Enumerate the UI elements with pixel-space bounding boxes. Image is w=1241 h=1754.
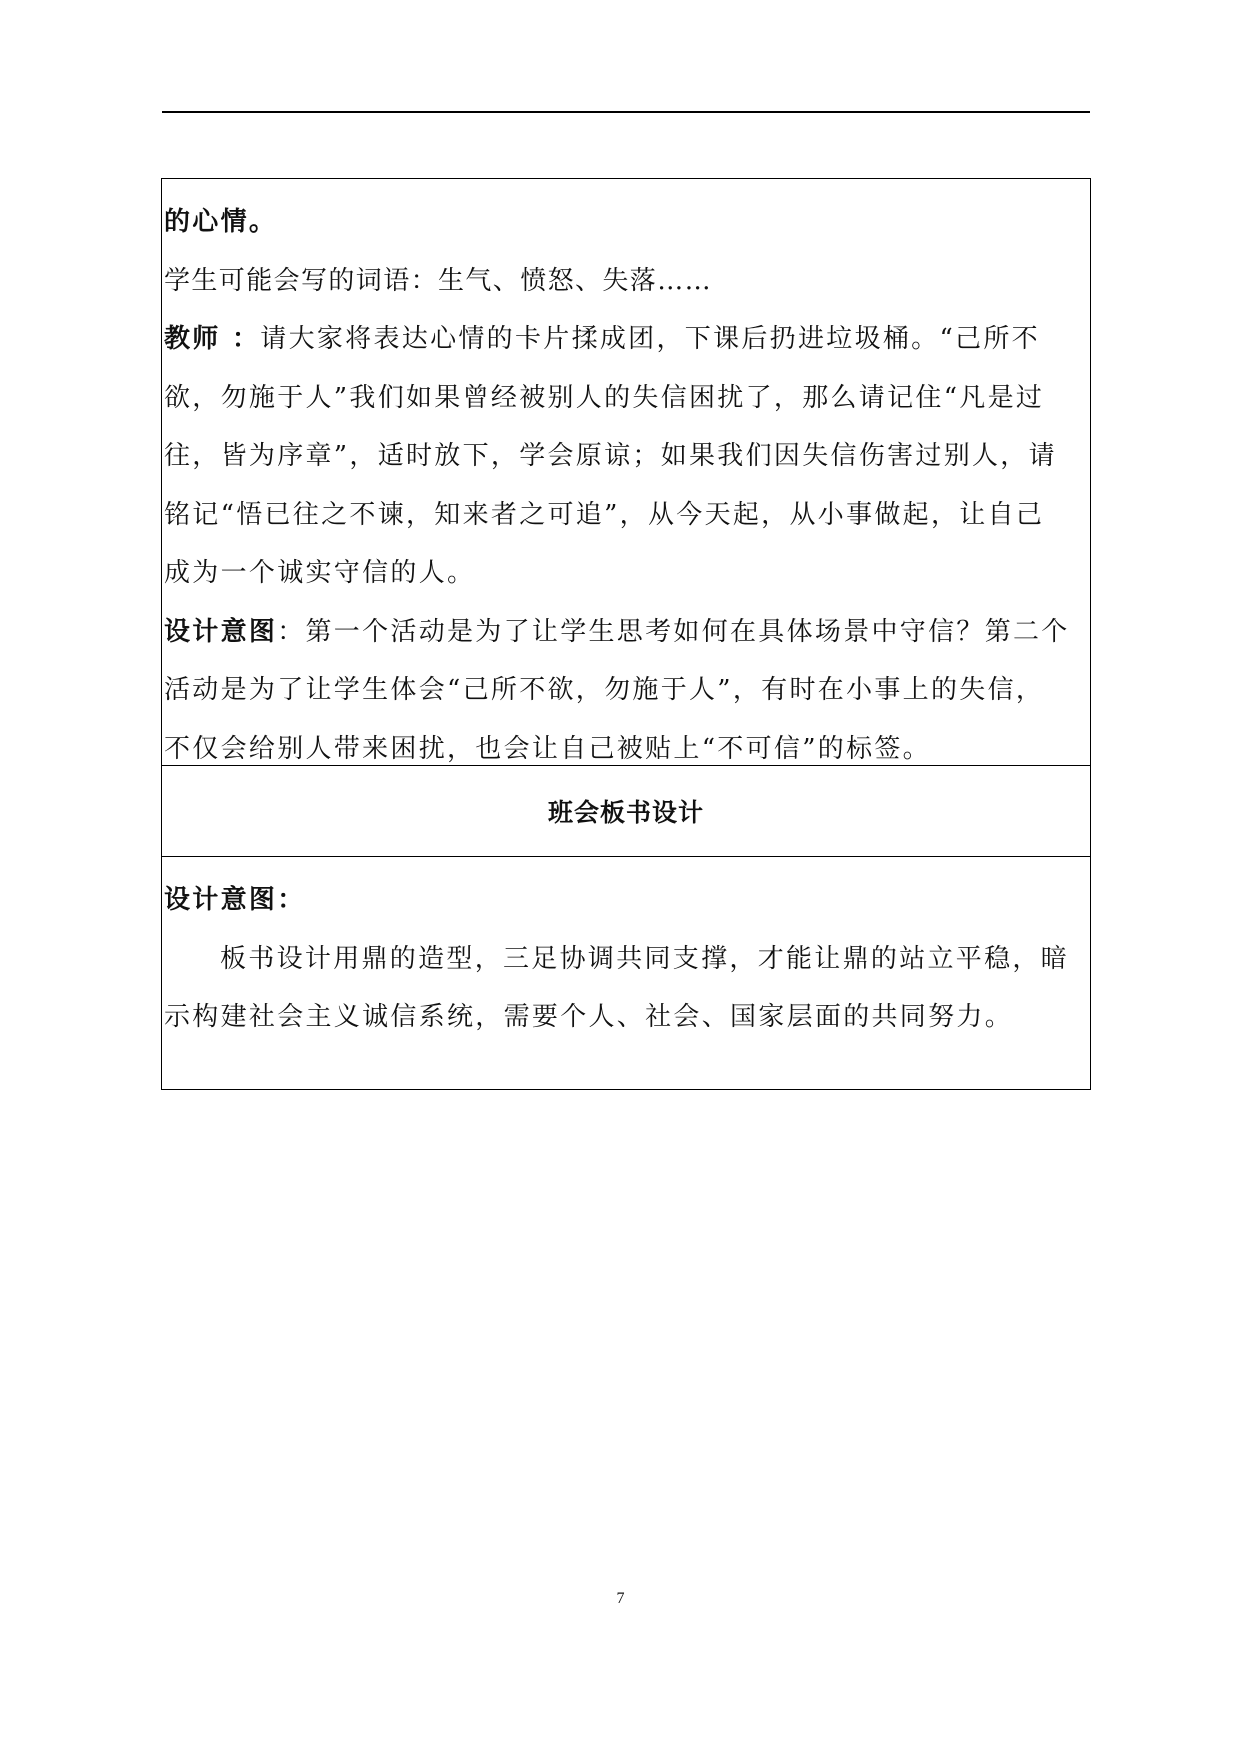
design-intent-text: ：第一个活动是为了让学生思考如何在具体场景中守信？第二个	[277, 616, 1070, 647]
teacher-paragraph-line	[164, 310, 1088, 369]
section-title-cell	[162, 766, 1090, 857]
header-rule	[162, 111, 1090, 113]
teacher-paragraph-line: 成为一个诚实守信的人。	[164, 558, 476, 588]
teacher-text: 请大家将表达心情的卡片揉成团，下课后扔进垃圾桶。“己所不	[260, 324, 1040, 354]
design-intent-line: 不仅会给别人带来困扰，也会让自己被贴上“不可信”的标签。	[164, 733, 931, 764]
design-intent-line	[164, 603, 1088, 662]
board-design-line: 示构建社会主义诚信系统，需要个人、社会、国家层面的共同努力。	[164, 1002, 1014, 1032]
board-design-cell	[162, 857, 1090, 1089]
page-number: 7	[616, 1590, 625, 1607]
activity-cell	[162, 179, 1090, 766]
teacher-label: 教师 ：	[164, 324, 261, 354]
cell-line-student-words: 学生可能会写的词语：生气、愤怒、失落……	[164, 265, 713, 296]
teacher-paragraph-line: 往，皆为序章”，适时放下，学会原谅；如果我们因失信伤害过别人，请	[164, 441, 1057, 471]
teacher-paragraph-line: 铭记“悟已往之不谏，知来者之可追”，从今天起，从小事做起，让自己	[164, 499, 1045, 530]
design-intent-line: 活动是为了让学生体会“己所不欲，勿施于人”，有时在小事上的失信，	[164, 675, 1045, 705]
cell-line-feeling: 的心情。	[164, 207, 278, 237]
lesson-plan-table	[161, 178, 1091, 1090]
board-design-intent-label: 设计意图：	[164, 885, 306, 915]
section-title: 班会板书设计	[547, 798, 704, 827]
board-design-line: 板书设计用鼎的造型，三足协调共同支撑，才能让鼎的站立平稳，暗	[220, 943, 1070, 974]
design-intent-label: 设计意图	[164, 616, 278, 647]
teacher-paragraph-line: 欲，勿施于人”我们如果曾经被别人的失信困扰了，那么请记住“凡是过	[164, 382, 1045, 413]
